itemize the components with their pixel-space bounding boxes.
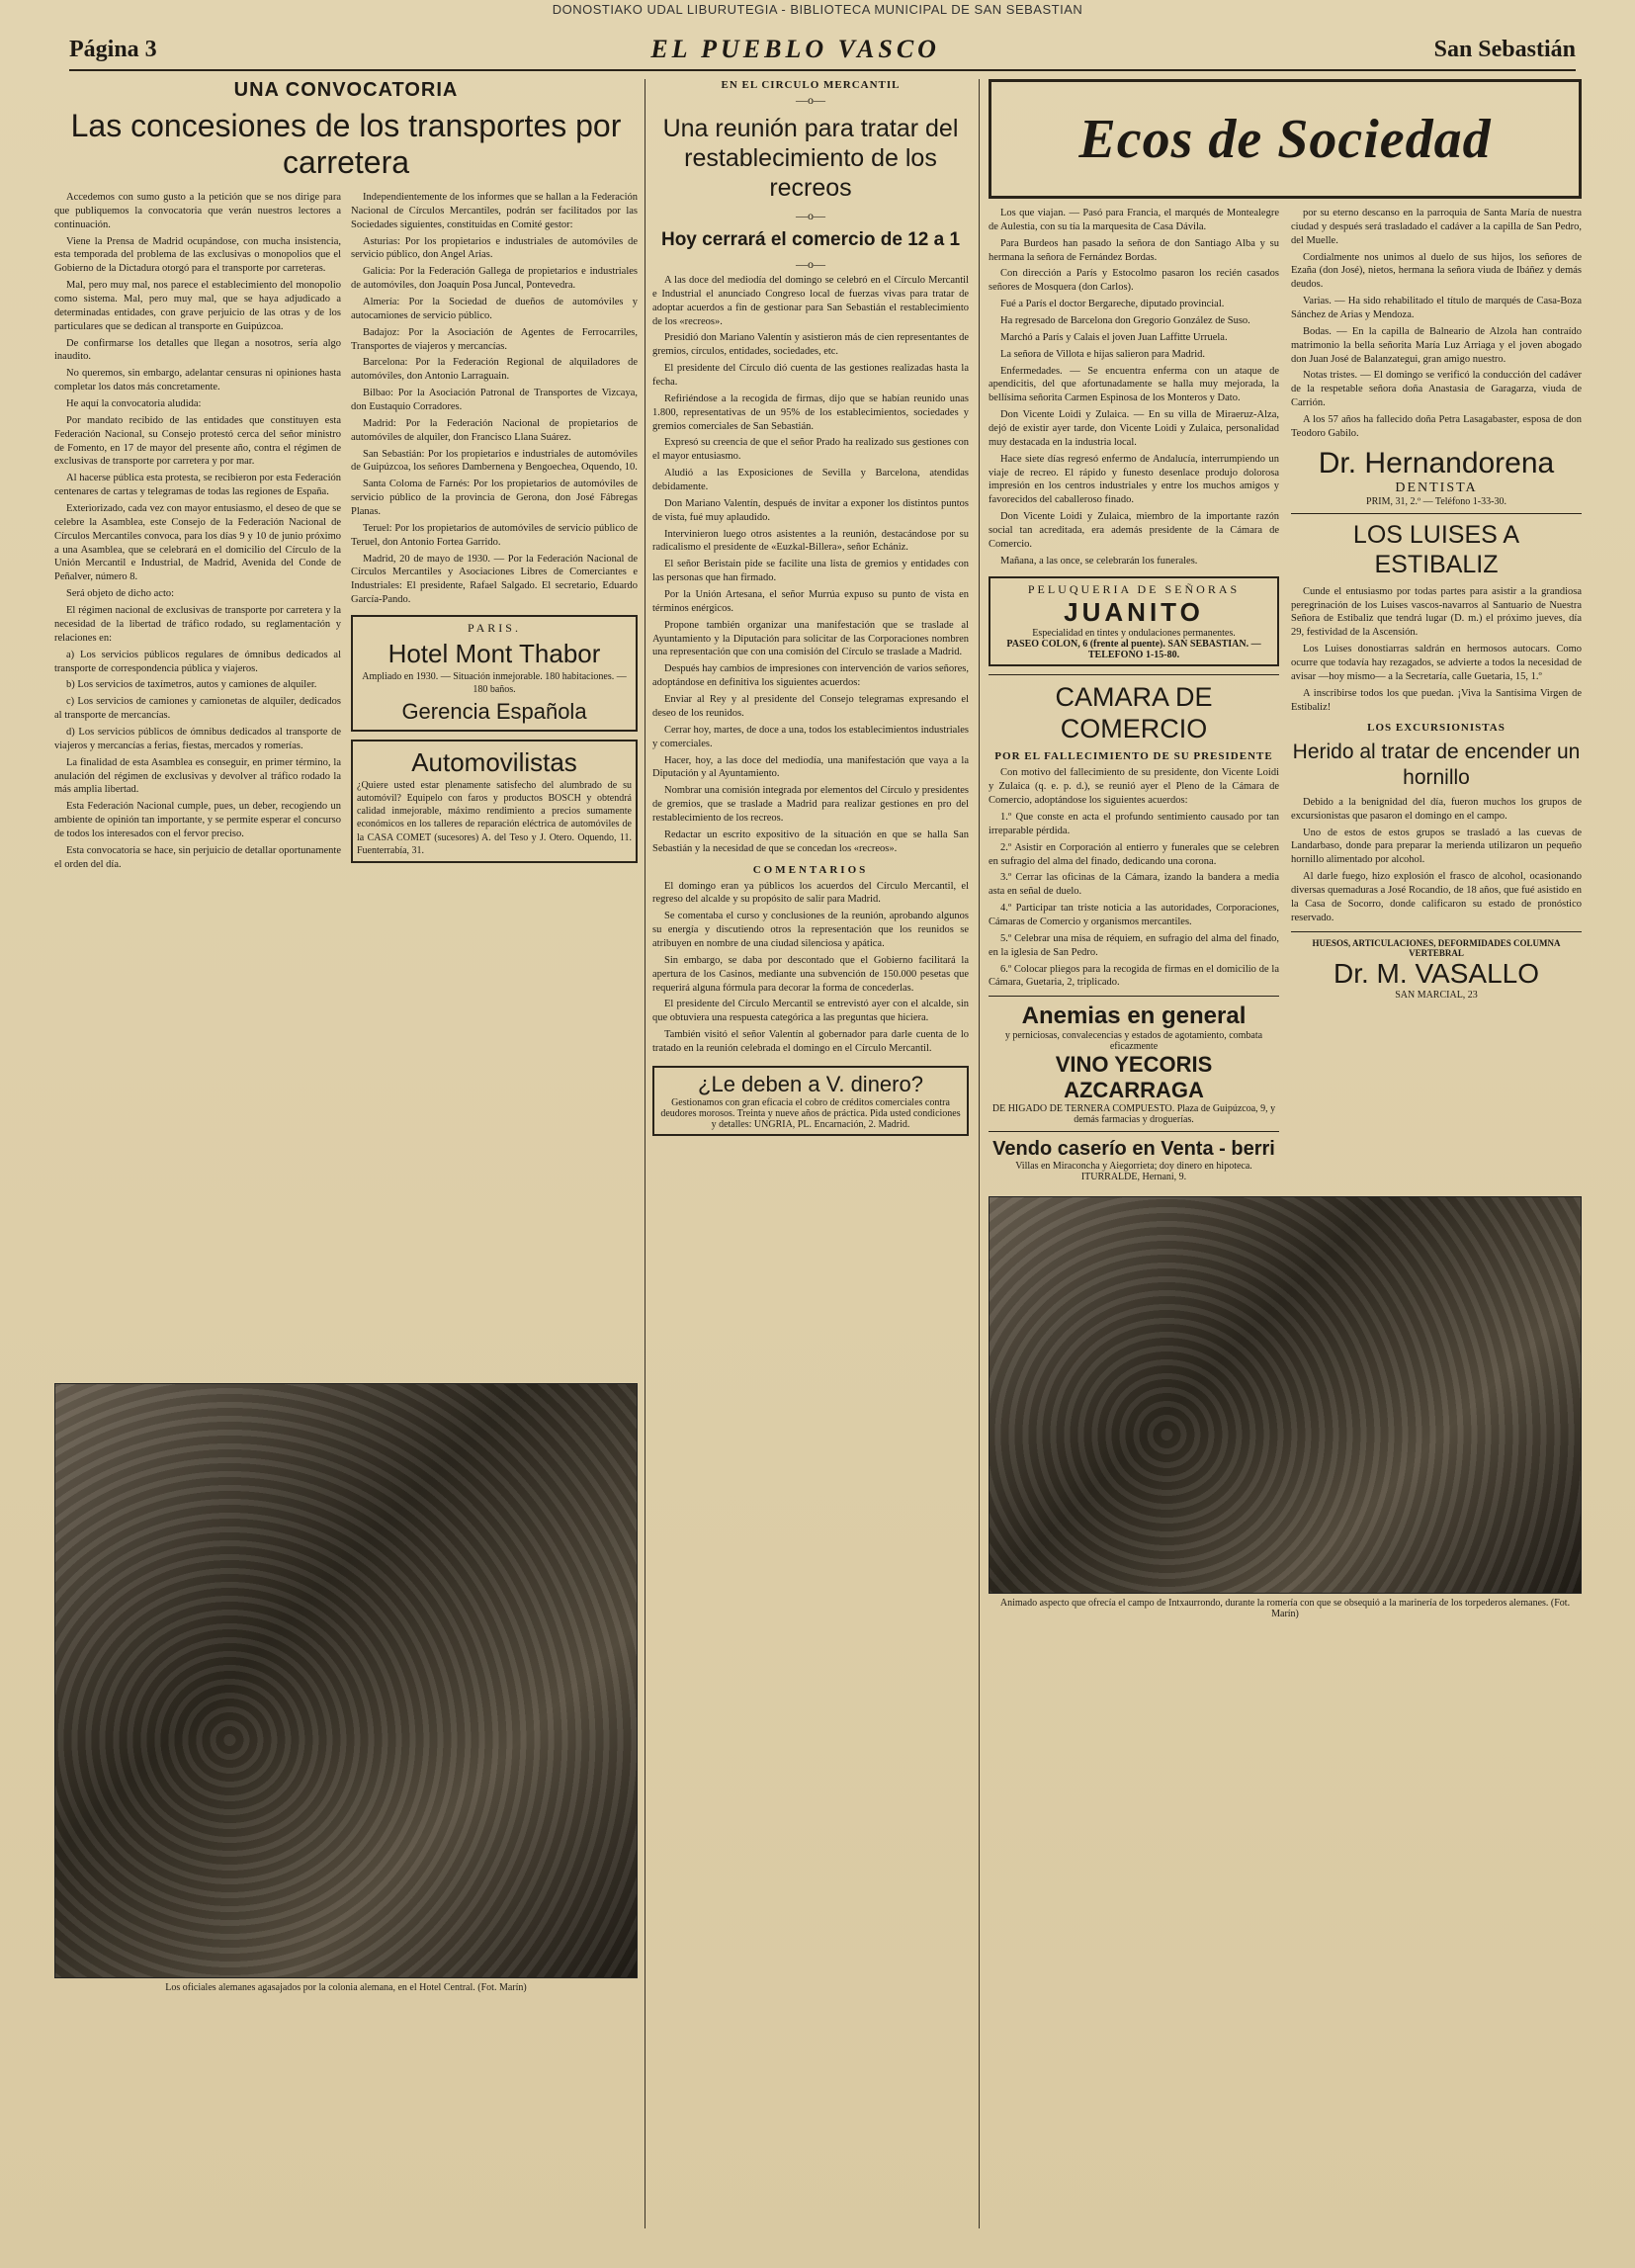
paragraph: El señor Beristain pide se facilite una lista de gremios y entidades con las personas que han firmado. bbox=[652, 559, 969, 584]
photo-caption: Animado aspecto que ofrecía el campo de Intxaurrondo, durante la romería con que se obsequió a la marinería de los torpederos alemanes. (Fot. Marín) bbox=[999, 1598, 1571, 1620]
paragraph: El presidente del Círculo dió cuenta de las gestiones realizadas hasta la fecha. bbox=[652, 363, 969, 389]
society-right bbox=[1291, 207, 1582, 1188]
paragraph: Madrid: Por la Federación Nacional de propietarios de automóviles de alquiler, don Francisco Llana Suárez. bbox=[351, 417, 638, 443]
ad-detail: Ampliado en 1930. — Situación inmejorable. 180 habitaciones. — 180 baños. bbox=[362, 671, 627, 696]
divider bbox=[1291, 931, 1582, 932]
paragraph: Mal, pero muy mal, nos parece el establecimiento del monopolio como sistema. Mal, pero muy mal, que se haya adjudicado a determinadas entidades, con grave perjuicio de las otras y de los particulares que se dedican al transporte en Guipúzcoa. bbox=[54, 280, 341, 332]
paragraph: 5.º Celebrar una misa de réquiem, en sufragio del alma del finado, en la iglesia de San Pedro. bbox=[989, 932, 1279, 958]
comentarios-body bbox=[652, 880, 969, 1056]
paragraph: Cunde el entusiasmo por todas partes para asistir a la grandiosa peregrinación de los Luises vascos-navarros al Santuario de Nuestra Señora de Estibaliz que tendrá lugar (D. m.) el próximo jueves, día 29, festividad de la Ascensión. bbox=[1291, 585, 1582, 639]
paragraph: Al hacerse pública esta protesta, se recibieron por esta Federación centenares de cartas y telegramas de todas las regiones de España. bbox=[54, 473, 341, 498]
camara-sub: POR EL FALLECIMIENTO DE SU PRESIDENTE bbox=[994, 750, 1273, 763]
ad-anemias bbox=[989, 1003, 1279, 1125]
ornament: —o— bbox=[796, 257, 825, 271]
paragraph: Cerrar hoy, martes, de doce a una, todos los establecimientos industriales y comerciales. bbox=[652, 724, 969, 749]
photo-romeria bbox=[989, 1196, 1582, 1594]
ad-title: ¿Le deben a V. dinero? bbox=[698, 1071, 923, 1096]
paragraph: Bilbao: Por la Asociación Patronal de Transportes de Vizcaya, don Eustaquio Corradores. bbox=[351, 388, 638, 413]
paragraph: Por mandato recibido de las entidades que constituyen esta Federación Nacional, su Consejo protestó cerca del señor ministro de Fomento, en 17 de mayor del presente año, contra el régimen de exclusivas de transporte por carretera y por mar. bbox=[54, 414, 341, 468]
paragraph: Independientemente de los informes que se hallan a la Federación Nacional de Círculos Mercantiles, podrán ser facilitados por las Sociedades siguientes, constituidas en Comité gestor: bbox=[351, 192, 638, 230]
ad-address: PASEO COLON, 6 (frente al puente). SAN SEBASTIAN. — TELEFONO 1-15-80. bbox=[1006, 638, 1261, 660]
paragraph: Badajoz: Por la Asociación de Agentes de Ferrocarriles, Transportes de viajeros y mercancías. bbox=[351, 326, 638, 352]
paragraph: Fué a París el doctor Bergareche, diputado provincial. bbox=[1000, 299, 1225, 310]
paragraph: A las doce del mediodía del domingo se celebró en el Círculo Mercantil e Industrial el anunciado Congreso local de fuerzas vivas para tratar de adoptar acuerdos a fin de gestionar para San Sebastián el restablecimiento de los «recreos». bbox=[652, 275, 969, 327]
ad-text: Villas en Miraconcha y Aiegorrieta; doy dinero en hipoteca. ITURRALDE, Hernani, 9. bbox=[1015, 1161, 1252, 1183]
society-body bbox=[989, 207, 1279, 568]
ad-text: Gestionamos con gran eficacia el cobro de créditos comerciales contra deudores morosos. Treinta y nueve años de práctica. Pida usted condiciones y detalles: UNGRIA, PL. Encarnación, 2. Madrid. bbox=[660, 1096, 961, 1130]
ad-text: ¿Quiere usted estar plenamente satisfecho del alumbrado de su automóvil? Equipelo con faros y productos BOSCH y obtendrá calidad inmejorable, máximo rendimiento a precios sumamente económicos en los talleres de reparación eléctrica de automóviles de la CASA COMET (sucesores) A. del Teso y J. Otero. Oquendo, 11. Fuenterrabía, 31. bbox=[357, 779, 632, 856]
paragraph: Expresó su creencia de que el señor Prado ha realizado sus gestiones con el mayor entusiasmo. bbox=[652, 437, 969, 463]
paragraph: Para Burdeos han pasado la señora de don Santiago Alba y su hermana la señora de Fernández Bordas. bbox=[989, 237, 1279, 263]
camara-title: CAMARA DE COMERCIO bbox=[1055, 681, 1213, 744]
ad-le-deben-dinero bbox=[652, 1066, 969, 1136]
photo-german-officers bbox=[54, 1383, 638, 1978]
paragraph: El régimen nacional de exclusivas de transporte por carretera y la necesidad de la libertad de tráfico rodado, su reglamentación y relaciones en: bbox=[54, 605, 341, 644]
paragraph: Por la Unión Artesana, el señor Murrúa expuso su punto de vista en términos enérgicos. bbox=[652, 589, 969, 614]
excursionistas-title: Herido al tratar de encender un hornillo bbox=[1292, 741, 1581, 789]
paragraph: b) Los servicios de taxímetros, autos y camiones de alquiler. bbox=[66, 679, 317, 691]
paragraph: 2.º Asistir en Corporación al entierro y funerales que se celebren en sufragio del alma del finado, dedicando una corona. bbox=[989, 841, 1279, 867]
society-section bbox=[989, 79, 1582, 2228]
headline: Una reunión para tratar del restablecimiento de los recreos bbox=[662, 115, 959, 202]
ad-line: PRIM, 31, 2.º — Teléfono 1-33-30. bbox=[1366, 495, 1506, 507]
article-body bbox=[652, 274, 969, 856]
paragraph: por su eterno descanso en la parroquia de Santa María de nuestra ciudad y después será trasladado el cadáver a la capilla de San Pedro, del Muelle. bbox=[1291, 208, 1582, 246]
paragraph: Ha regresado de Barcelona don Gregorio González de Suso. bbox=[1000, 315, 1250, 327]
ad-name: JUANITO bbox=[1064, 596, 1204, 627]
society-columns bbox=[989, 207, 1582, 1188]
ad-title: Vendo caserío en Venta - berri bbox=[992, 1138, 1275, 1161]
paragraph: d) Los servicios públicos de ómnibus dedicados al transporte de viajeros y mercancías a ferias, fiestas, mercados y romerías. bbox=[54, 726, 341, 751]
paragraph: Cordialmente nos unimos al duelo de sus hijos, los señores de Ezaña (don José), nietos, hermana la señora viuda de Ibáñez y demás deudos. bbox=[1291, 251, 1582, 291]
paragraph: Esta Federación Nacional cumple, pues, un deber, recogiendo un ambiente de opinión tan importante, y se permite esperar el concurso de todos los interesados con el fervor preciso. bbox=[54, 801, 341, 839]
paragraph: Mañana, a las once, se celebrarán los funerales. bbox=[1000, 555, 1198, 567]
paragraph: La señora de Villota e hijas salieron para Madrid. bbox=[1000, 348, 1206, 360]
ad-vasallo bbox=[1291, 938, 1582, 1001]
ad-hotel-name: Hotel Mont Thabor bbox=[387, 638, 601, 668]
luises-title: LOS LUISES A ESTIBALIZ bbox=[1352, 520, 1520, 578]
paragraph: Bodas. — En la capilla de Balneario de Alzola han contraído matrimonio la bella señorita María Luz Arriaga y el joven abogado don Juan José de Balanzategui, gran amigo nuestro. bbox=[1291, 325, 1582, 365]
ad-sub: Gerencia Española bbox=[401, 698, 587, 724]
paragraph: Será objeto de dicho acto: bbox=[66, 588, 175, 600]
page-number: Página 3 bbox=[69, 36, 157, 62]
archive-banner: DONOSTIAKO UDAL LIBURUTEGIA - BIBLIOTECA MUNICIPAL DE SAN SEBASTIAN bbox=[552, 2, 1083, 17]
ad-text: y perniciosas, convalecencias y estados de agotamiento, combata eficazmente bbox=[1004, 1030, 1263, 1053]
paragraph: Sin embargo, se daba por descontado que el Gobierno facilitará la apertura de los Casinos, mediante una subvención de 150.000 pesetas que requerirá alguna fórmula para decorar la forma de concederlas. bbox=[652, 954, 969, 994]
divider bbox=[1291, 513, 1582, 514]
section-title: COMENTARIOS bbox=[752, 863, 869, 876]
paragraph: Asturias: Por los propietarios e industriales de automóviles de servicio público, don Angel Arias. bbox=[351, 235, 638, 261]
paragraph: Accedemos con sumo gusto a la petición que se nos dirige para que publiquemos la convocatoria que verán nuestros lectores a continuación. bbox=[54, 192, 341, 230]
ad-hernandorena bbox=[1291, 447, 1582, 507]
paragraph: Barcelona: Por la Federación Regional de alquiladores de automóviles, don Antonio Larraguain. bbox=[351, 357, 638, 383]
paragraph: Con motivo del fallecimiento de su presidente, don Vicente Loidi y Zulaica (q. e. p. d.), se reunió ayer el Pleno de la Cámara de Comercio, adoptándose los siguientes acuerdos: bbox=[989, 767, 1279, 807]
camara-body bbox=[989, 766, 1279, 990]
paragraph: Se comentaba el curso y conclusiones de la reunión, aprobando algunos su energía y discutiendo otros la representación que los reunidos se atribuyen en nombre de una ciudad silenciosa y apática. bbox=[652, 911, 969, 949]
paragraph: He aquí la convocatoria aludida: bbox=[66, 398, 202, 410]
paragraph: Varias. — Ha sido rehabilitado el título de marqués de Casa-Boza Sánchez de Arias y Mendoza. bbox=[1291, 296, 1582, 321]
paragraph: Aludió a las Exposiciones de Sevilla y Barcelona, atendidas debidamente. bbox=[652, 468, 969, 493]
ad-title: Anemias en general bbox=[1021, 1003, 1247, 1030]
kicker: UNA CONVOCATORIA bbox=[233, 79, 459, 101]
article-concesiones bbox=[54, 79, 638, 2228]
paragraph: Con dirección a París y Estocolmo pasaron los recién casados señores de Mosquera (don Carlos). bbox=[989, 268, 1279, 294]
society-body-right bbox=[1291, 207, 1582, 441]
paragraph: Don Vicente Loidi y Zulaica. — En su villa de Miraeruz-Alza, dejó de existir ayer tarde, don Vicente Loidi y Zulaica, personalidad muy destacada en la industria local. bbox=[989, 409, 1279, 448]
luises-body bbox=[1291, 585, 1582, 715]
headline: Las concesiones de los transportes por carretera bbox=[70, 108, 622, 180]
paragraph: Notas tristes. — El domingo se verificó la conducción del cadáver de la respetable señora doña Anastasia de Garagarza, viuda de Carrión. bbox=[1291, 370, 1582, 409]
society-left bbox=[989, 207, 1279, 1188]
paragraph: A los 57 años ha fallecido doña Petra Lasagabaster, esposa de don Teodoro Gabilo. bbox=[1291, 414, 1582, 439]
paragraph: Refiriéndose a la recogida de firmas, dijo que se habían reunido unas 1.800, representativas de un 95% de los establecimientos, sociedades y gremios comerciales de San Sebastián. bbox=[652, 393, 969, 432]
paragraph: Santa Coloma de Farnés: Por los propietarios de automóviles de servicio público de la provincia de Gerona, don José Fábregas Planas. bbox=[351, 479, 638, 518]
paragraph: Madrid, 20 de mayo de 1930. — Por la Federación Nacional de Círculos Mercantiles y Asociaciones Libres de Comerciantes e Industriales: El presidente, Rafael Salgado. El secretario, Eduardo García-Pando. bbox=[351, 553, 638, 606]
subheadline: Hoy cerrará el comercio de 12 a 1 bbox=[660, 229, 961, 250]
paragraph: Nombrar una comisión integrada por elementos del Círculo y presidentes de gremios, que se traslade a Madrid para realizar gestiones en pro del restablecimiento de los recreos. bbox=[652, 785, 969, 824]
paragraph: Galicia: Por la Federación Gallega de propietarios e industriales de automóviles, don Joaquín Posa Juncal, Pontevedra. bbox=[351, 266, 638, 292]
excursionistas-body bbox=[1291, 796, 1582, 925]
paragraph: A inscribirse todos los que puedan. ¡Viva la Santísima Virgen de Estibaliz! bbox=[1291, 687, 1582, 713]
paragraph: Hacer, hoy, a las doce del mediodía, una manifestación que vaya a la Diputación y al Ayuntamiento. bbox=[652, 754, 969, 780]
ad-title: Automovilistas bbox=[411, 746, 577, 777]
ad-product: VINO YECORIS AZCARRAGA bbox=[1055, 1052, 1213, 1103]
ad-peluqueria-juanito bbox=[989, 576, 1279, 666]
photo-caption: Los oficiales alemanes agasajados por la colonia alemana, en el Hotel Central. (Fot. Marín) bbox=[165, 1982, 527, 1993]
paragraph: No queremos, sin embargo, adelantar censuras ni opiniones hasta completar los datos más concretamente. bbox=[54, 368, 341, 393]
ornament: —o— bbox=[796, 93, 825, 107]
article-circulo-mercantil bbox=[652, 79, 969, 2228]
paragraph: 3.º Cerrar las oficinas de la Cámara, izando la bandera a media asta en señal de duelo. bbox=[989, 872, 1279, 898]
paragraph: Debido a la benignidad del día, fueron muchos los grupos de excursionistas que pasaron el domingo en el campo. bbox=[1291, 796, 1582, 822]
ad-automovilistas bbox=[351, 740, 638, 863]
ad-title: DENTISTA bbox=[1395, 480, 1478, 495]
paragraph: Don Mariano Valentín, después de invitar a exponer los distintos puntos de vista, fué muy aplaudido. bbox=[652, 497, 969, 523]
paragraph: Enviar al Rey y al presidente del Consejo telegramas expresando el deseo de los reunidos. bbox=[652, 694, 969, 719]
paragraph: Redactar un escrito expositivo de la situación en que se halla San Sebastián y la necesidad de que se concedan los «recreos». bbox=[652, 829, 969, 854]
ornament: —o— bbox=[796, 209, 825, 222]
ad-top: PELUQUERIA DE SEÑORAS bbox=[1027, 581, 1241, 596]
ecos-de-sociedad-logo: Ecos de Sociedad bbox=[989, 79, 1582, 199]
column-rule bbox=[979, 79, 980, 2228]
masthead bbox=[69, 30, 1576, 71]
paragraph: Don Vicente Loidi y Zulaica, miembro de la importante razón social tan acreditada, era además presidente de la Cámara de Comercio. bbox=[989, 511, 1279, 550]
paragraph: Propone también organizar una manifestación que se traslade al Ayuntamiento y la Diputación para solicitar de las Corporaciones nombren una representación que con una comisión del Círculo se traslade a Madrid. bbox=[652, 619, 969, 658]
ad-top: HUESOS, ARTICULACIONES, DEFORMIDADES COLUMNA VERTEBRAL bbox=[1312, 937, 1561, 958]
divider bbox=[989, 996, 1279, 997]
paragraph: La finalidad de esta Asamblea es conseguir, en primer término, la anulación del régimen de exclusivas y devolver al tráfico rodado la más amplia libertad. bbox=[54, 756, 341, 796]
ad-city: PARIS. bbox=[468, 621, 521, 636]
divider bbox=[989, 1131, 1279, 1132]
ad-address: SAN MARCIAL, 23 bbox=[1395, 989, 1478, 1001]
article-body bbox=[54, 191, 638, 1377]
paragraph: Los que viajan. — Pasó para Francia, el marqués de Montealegre de Aulestia, con su tía la marquesita de Casa Dávila. bbox=[989, 208, 1279, 232]
paragraph: Teruel: Por los propietarios de automóviles de servicio público de Teruel, don Antonio Fortea Garrido. bbox=[351, 522, 638, 548]
paragraph: Viene la Prensa de Madrid ocupándose, con mucha insistencia, esta temporada del problema de las exclusivas o monopolios que el Gobierno de la Dictadura otorgó para el transporte por carreteras. bbox=[54, 235, 341, 275]
paragraph: Presidió don Mariano Valentín y asistieron más de cien representantes de gremios, círculos, entidades, sociedades, etc. bbox=[652, 332, 969, 358]
paragraph: 4.º Participar tan triste noticia a las autoridades, Corporaciones, Cámaras de Comercio y organismos mercantiles. bbox=[989, 903, 1279, 927]
paragraph: Uno de estos de estos grupos se trasladó a las cuevas de Landarbaso, donde para preparar la merienda utilizaron un pequeño hornillo alimentado por alcohol. bbox=[1291, 827, 1582, 866]
paragraph: El domingo eran ya públicos los acuerdos del Círculo Mercantil, el regreso del alcalde y su propósito de salir para Madrid. bbox=[652, 880, 969, 906]
ad-name: Dr. Hernandorena bbox=[1318, 446, 1555, 480]
paragraph: Los Luises donostiarras saldrán en hermosos autocars. Como ocurre que todavía hay rezagados, se advierte a todos la necesidad de avisar —hoy mismo— a la Secretaría, calle Guetaria, 15, 1.º bbox=[1291, 644, 1582, 682]
paragraph: 6.º Colocar pliegos para la recogida de firmas en el domicilio de la Cámara, Guetaria, 2, triplicado. bbox=[989, 963, 1279, 989]
paragraph: De confirmarse los detalles que llegan a nosotros, sería algo inaudito. bbox=[54, 337, 341, 363]
paragraph: Hace siete días regresó enfermo de Andalucía, interrumpiendo un viaje de recreo. El rápido y funesto desenlace produjo dolorosa impresión en los centros industriales y entre los muchos amigos y favorecidos del caballeroso finado. bbox=[989, 453, 1279, 506]
ad-hotel-mont-thabor bbox=[351, 615, 638, 732]
ad-caserio bbox=[989, 1138, 1279, 1182]
paragraph: Enfermedades. — Se encuentra enferma con un ataque de apendicitis, del que afortunadamente se halla muy mejorada, la bellísima señorita Carmen Espinosa de los Monteros y Dato. bbox=[989, 365, 1279, 404]
ad-name: Dr. M. VASALLO bbox=[1334, 957, 1539, 989]
paragraph: San Sebastián: Por los propietarios e industriales de automóviles de Guipúzcoa, los señores Dambernena y Bengoechea, Oquendo, 10. bbox=[351, 448, 638, 474]
kicker: EN EL CIRCULO MERCANTIL bbox=[721, 79, 901, 91]
paragraph: Esta convocatoria se hace, sin perjuicio de detallar oportunamente el orden del día. bbox=[54, 844, 341, 870]
divider bbox=[989, 674, 1279, 675]
city-name: San Sebastián bbox=[1433, 36, 1576, 62]
ad-text: Especialidad en tintes y ondulaciones permanentes. bbox=[1032, 627, 1236, 639]
newspaper-title: EL PUEBLO VASCO bbox=[650, 35, 940, 63]
paragraph: a) Los servicios públicos regulares de ómnibus dedicados al transporte de correspondencia pública y viajeros. bbox=[54, 649, 341, 674]
paragraph: Después hay cambios de impresiones con intervención de varios señores, adoptándose en definitiva los siguientes acuerdos: bbox=[652, 663, 969, 689]
paragraph: Marchó a París y Calais el joven Juan Laffitte Urruela. bbox=[1000, 331, 1228, 343]
paragraph: También visitó el señor Valentín al gobernador para darle cuenta de lo tratado en la reunión celebrada el domingo en el Círculo Mercantil. bbox=[652, 1029, 969, 1054]
paragraph: Al darle fuego, hizo explosión el frasco de alcohol, ocasionando diversas quemaduras a José Rocandio, de 18 años, que fué asistido en la Casa de Socorro, donde calificaron su estado de pronóstico reservado. bbox=[1291, 871, 1582, 923]
paragraph: Intervinieron luego otros asistentes a la reunión, destacándose por su radicalismo el presidente de «Euzkal-Billera», señor Echániz. bbox=[652, 528, 969, 554]
ad-text-2: DE HIGADO DE TERNERA COMPUESTO. Plaza de Guipúzcoa, 9, y demás farmacias y droguerías. bbox=[991, 1103, 1276, 1126]
paragraph: Exteriorizado, cada vez con mayor entusiasmo, el deseo de que se celebre la Asamblea, este Consejo de la Federación Nacional de Círculos Mercantiles convoca, para los días 9 y 10 de junio próximo a una Asamblea, que se celebrará en el domicilio del Círculo de la Unión Mercantil e Industrial, de Madrid, Avenida del Conde de Peñalver, número 8. bbox=[54, 503, 341, 583]
paragraph: El presidente del Círculo Mercantil se entrevistó ayer con el alcalde, sin que obtuviera una respuesta categórica a las preguntas que hiciera. bbox=[652, 999, 969, 1024]
paragraph: c) Los servicios de camiones y camionetas de alquiler, dedicados al transporte de mercancías. bbox=[54, 696, 341, 722]
paragraph: 1.º Que conste en acta el profundo sentimiento causado por tan irreparable pérdida. bbox=[989, 811, 1279, 836]
paragraph: Almería: Por la Sociedad de dueños de automóviles y autocamiones de servicio público. bbox=[351, 297, 638, 321]
kicker: LOS EXCURSIONISTAS bbox=[1367, 722, 1506, 735]
